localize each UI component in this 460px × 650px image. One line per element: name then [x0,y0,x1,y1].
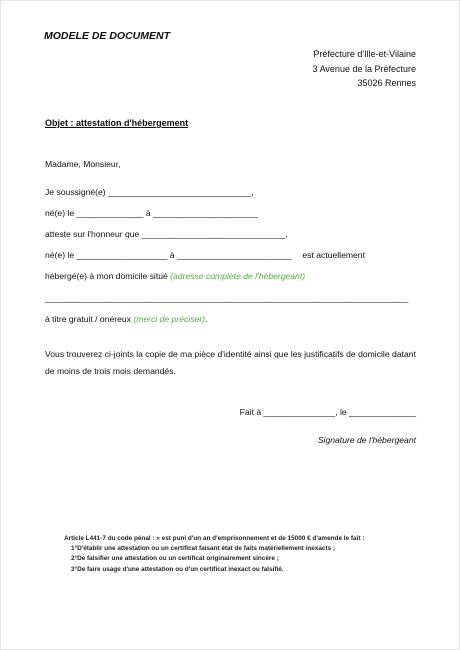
birth-line-1: né(e) le ______________ à ______________________ [45,208,259,218]
titre-prefix: à titre gratuit / onéreux [45,314,131,324]
birth-line-2-fields: né(e) le ___________________ à ________________________ [45,250,292,260]
penal-item-2: 2°De falsifier une attestation ou un certificat originairement sincère ; [71,555,279,563]
heberge-prefix: hébergé(e) à mon domicile situé [45,271,168,281]
atteste-line: atteste sur l'honneur que ______________________________, [45,229,288,239]
address-blank-line: ____________________________________________________________________________ [45,293,409,303]
birth-line-2 [45,250,365,260]
attachments-paragraph: Vous trouverez ci-joints la copie de ma pièce d'identité ainsi que les justificatifs de domicile datant de moins de trois mois demandés. [45,349,416,376]
soussigne-line: Je soussigné(e) ______________________________, [45,187,254,197]
penal-item-1: 1°D'établir une attestation ou un certificat faisant état de faits matériellement inexacts ; [71,545,336,553]
recipient-line-1: Préfecture d'Ille-et-Vilaine [313,49,416,59]
penal-item-3: 3°De faire usage d'une attestation ou d'un certificat inexact ou falsifié. [71,565,284,573]
recipient-address [313,47,416,91]
titre-line [45,314,207,324]
heberge-line [45,271,305,281]
penal-notice [64,534,409,575]
penal-intro: Article L441-7 du code pénal : « est puni d'un an d'emprisonnement et de 15000 € d'amende le fait : [64,535,365,542]
recipient-line-3: 35026 Rennes [357,78,416,88]
objet-line: Objet : attestation d'hébergement [45,118,189,128]
signature-label: Signature de l'hébergeant [317,435,416,445]
birth-line-2-suffix: est actuellement [302,250,365,260]
heberge-hint: (adresse complète de l'hébergeant) [170,271,306,281]
recipient-line-2: 3 Avenue de la Préfecture [312,63,416,74]
titre-hint: (merci de préciser) [133,314,206,324]
fait-line: Fait à _______________, le ______________ [239,407,416,417]
document-title: MODELE DE DOCUMENT [44,30,170,42]
titre-suffix: . [205,314,208,324]
salutation: Madame, Monsieur, [45,159,121,169]
